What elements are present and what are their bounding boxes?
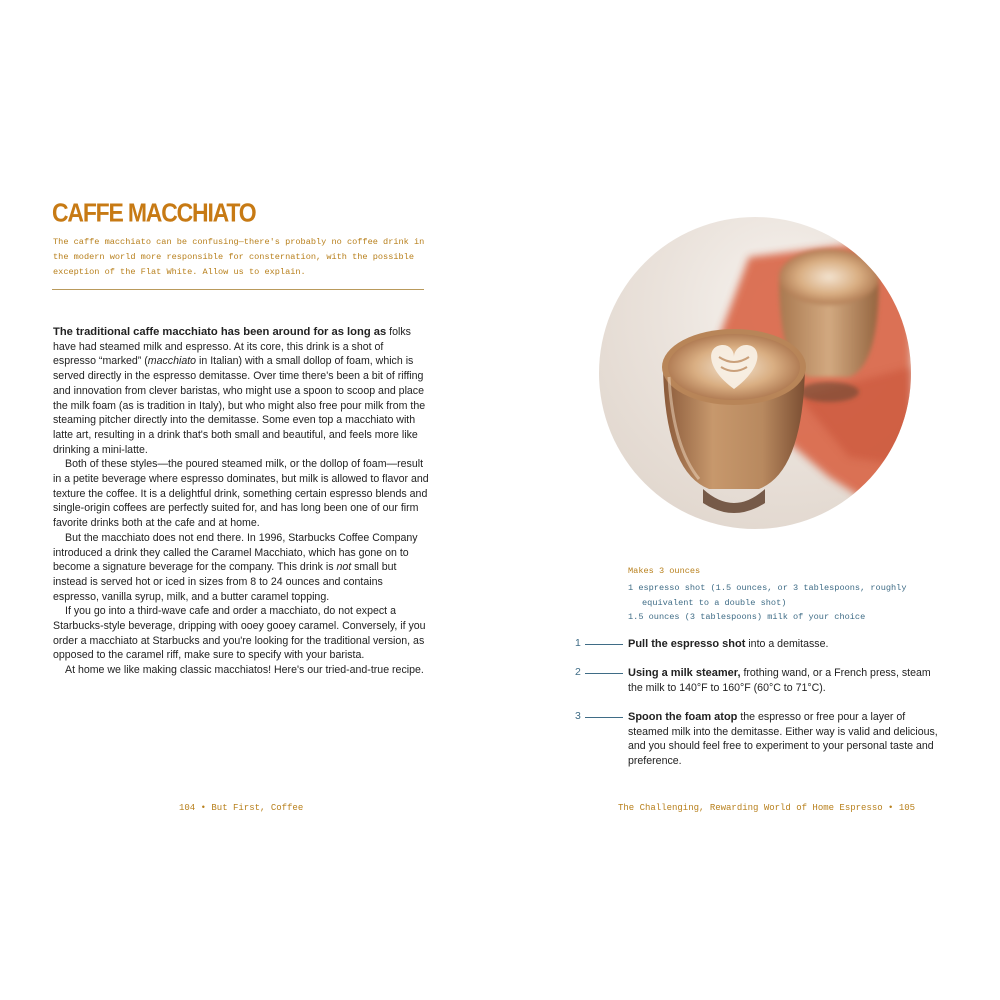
body-span: folks have had steamed milk and espresso. At its core, this drink is a shot of espresso “marked” ( xyxy=(53,326,411,368)
body-paragraph: Both of these styles—the poured steamed milk, or the dollop of foam—result in a petite beverage where espresso dominates, but milk is allowed to flavor and texture the coffee. It is a delightful drink, something certain espresso blends and single-origin coffees are perfectly suited for, and has long been one of our firm favorite drinks both at the cafe and at home. xyxy=(53,458,429,530)
step-number: 1 xyxy=(575,637,581,649)
recipe-yield: Makes 3 ounces xyxy=(628,566,701,576)
intro-line: The caffe macchiato can be confusing—there's probably no coffee drink in xyxy=(53,237,425,247)
step-leader-line xyxy=(585,717,623,718)
step-body: frothing wand, or a French press, steam the milk to 140°F to 160°F (60°C to 71°C). xyxy=(628,667,931,694)
step-leader-line xyxy=(585,673,623,674)
right-page xyxy=(500,0,1000,1000)
body-paragraph xyxy=(53,325,429,457)
intro-line: exception of the Flat White. Allow us to explain. xyxy=(53,266,306,277)
intro-line: the modern world more responsible for consternation, with the possible xyxy=(53,251,414,262)
ingredient-item: 1.5 ounces (3 tablespoons) milk of your choice xyxy=(628,612,866,623)
step-number: 3 xyxy=(575,710,581,722)
lead-in: The traditional caffe macchiato has been around for as long as xyxy=(53,326,387,338)
body-paragraph: At home we like making classic macchiatos! Here's our tried-and-true recipe. xyxy=(65,664,424,677)
italic-term: not xyxy=(336,561,352,574)
step-body: the espresso or free pour a layer of steamed milk into the demitasse. Either way is valid and delicious, and you should feel free to experiment to your personal taste and preference. xyxy=(628,711,938,768)
ingredient-item-continued: equivalent to a double shot) xyxy=(642,597,787,608)
page-folio: The Challenging, Rewarding World of Home Espresso • 105 xyxy=(618,803,916,813)
body-span: in Italian) with a small dollop of foam, which is served directly in the espresso demitasse. Over time there's been a bit of riffing and innovation from clever baristas, who might use a spoon to scoop and place the milk foam (as is tradition in Italy), but who might also free pour milk from the steaming pitcher directly into the demitasse. Some even top a macchiato with latte art, resulting in a drink that's both small and beautiful, and feels more like drinking a mini-latte. xyxy=(53,355,426,456)
page-title: CAFFE MACCHIATO xyxy=(52,198,256,228)
intro-text xyxy=(53,235,433,279)
step-leader-line xyxy=(585,644,623,645)
step-number: 2 xyxy=(575,666,581,678)
step-bold: Spoon the foam atop xyxy=(628,711,738,723)
body-paragraph xyxy=(53,531,429,605)
page-folio: 104 • But First, Coffee xyxy=(179,803,304,813)
macchiato-photo xyxy=(599,217,911,529)
front-cup xyxy=(662,329,806,513)
body-span: But the macchiato does not end there. In 1996, Starbucks Coffee Company introduced a drink they called the Caramel Macchiato, which has gone on to become a signature beverage for the company. This drink is xyxy=(53,531,418,574)
body-text xyxy=(53,325,429,678)
step-text xyxy=(628,666,948,695)
italic-term: macchiato xyxy=(147,355,197,368)
ingredient-item: 1 espresso shot (1.5 ounces, or 3 tablespoons, roughly xyxy=(628,583,907,593)
step-bold: Using a milk steamer, xyxy=(628,667,741,679)
ingredient-list xyxy=(628,581,948,625)
divider xyxy=(52,289,424,290)
step-text xyxy=(628,637,948,652)
body-paragraph: If you go into a third-wave cafe and order a macchiato, do not expect a Starbucks-style beverage, dripping with ooey gooey caramel. Conversely, if you order a macchiato at Starbucks and you're looking for the traditional version, as opposed to the caramel riff, make sure to specify with your barista. xyxy=(53,605,426,662)
step-text xyxy=(628,710,948,769)
step-body: into a demitasse. xyxy=(745,638,829,650)
macchiato-illustration xyxy=(599,217,911,529)
step-bold: Pull the espresso shot xyxy=(628,638,746,650)
body-span: small but instead is served hot or iced in sizes from 8 to 24 ounces and contains espresso, vanilla syrup, milk, and a butter caramel topping. xyxy=(53,561,397,603)
